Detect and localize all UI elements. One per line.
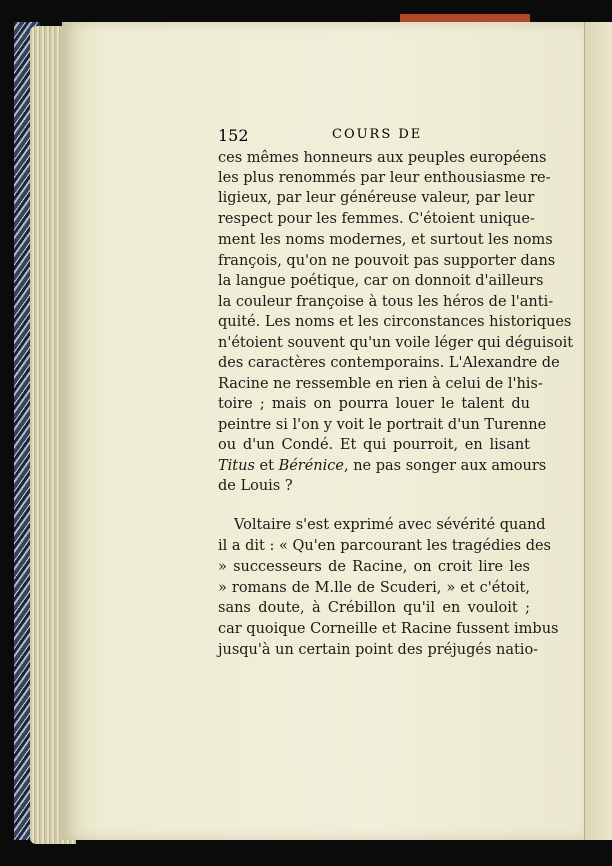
conjunction: et (259, 458, 274, 474)
text-line: la couleur françoise à tous les héros de l'anti- (218, 294, 554, 310)
title-titus: Titus (218, 458, 255, 474)
text-line: de Louis ? (218, 478, 293, 494)
text-line: ces mêmes honneurs aux peuples européens (218, 150, 547, 166)
text-line: peintre si l'on y voit le portrait d'un Turenne (218, 417, 547, 433)
text-line: quité. Les noms et les circonstances historiques (218, 314, 572, 330)
text-line: les plus renommés par leur enthousiasme re- (218, 170, 551, 186)
page-header (218, 126, 530, 148)
text-line: toire ; mais on pourra louer le talent du (218, 396, 530, 412)
text-line: ligieux, par leur généreuse valeur, par leur (218, 190, 535, 206)
binding-strip (400, 14, 530, 22)
text-line: Voltaire s'est exprimé avec sévérité quand (234, 517, 546, 533)
text-line: » romans de M.lle de Scuderi, » et c'étoit, (218, 580, 530, 596)
text-line: françois, qu'on ne pouvoit pas supporter dans (218, 253, 556, 269)
text-line: il a dit : « Qu'en parcourant les tragédies des (218, 538, 551, 554)
text-line: respect pour les femmes. C'étoient unique- (218, 211, 535, 227)
text-line (218, 456, 547, 476)
page-number: 152 (218, 126, 249, 145)
text-line: car quoique Corneille et Racine fussent imbus (218, 621, 559, 637)
text-line: sans doute, à Crébillon qu'il en vouloit ; (218, 600, 530, 616)
running-head: COURS DE (332, 127, 423, 142)
text-line: la langue poétique, car on donnoit d'ailleurs (218, 273, 544, 289)
text-line: jusqu'à un certain point des préjugés natio- (218, 642, 539, 658)
text-line: Racine ne ressemble en rien à celui de l'his- (218, 376, 543, 392)
facing-page-edge (584, 22, 612, 840)
line-rest: , ne pas songer aux amours (344, 458, 547, 474)
text-line: ment les noms modernes, et surtout les noms (218, 232, 553, 248)
text-line: ou d'un Condé. Et qui pourroit, en lisant (218, 437, 530, 453)
text-line: » successeurs de Racine, on croit lire les (218, 559, 530, 575)
title-berenice: Bérénice (278, 458, 344, 474)
text-line: des caractères contemporains. L'Alexandre de (218, 355, 560, 371)
text-line: n'étoient souvent qu'un voile léger qui déguisoit (218, 335, 574, 351)
